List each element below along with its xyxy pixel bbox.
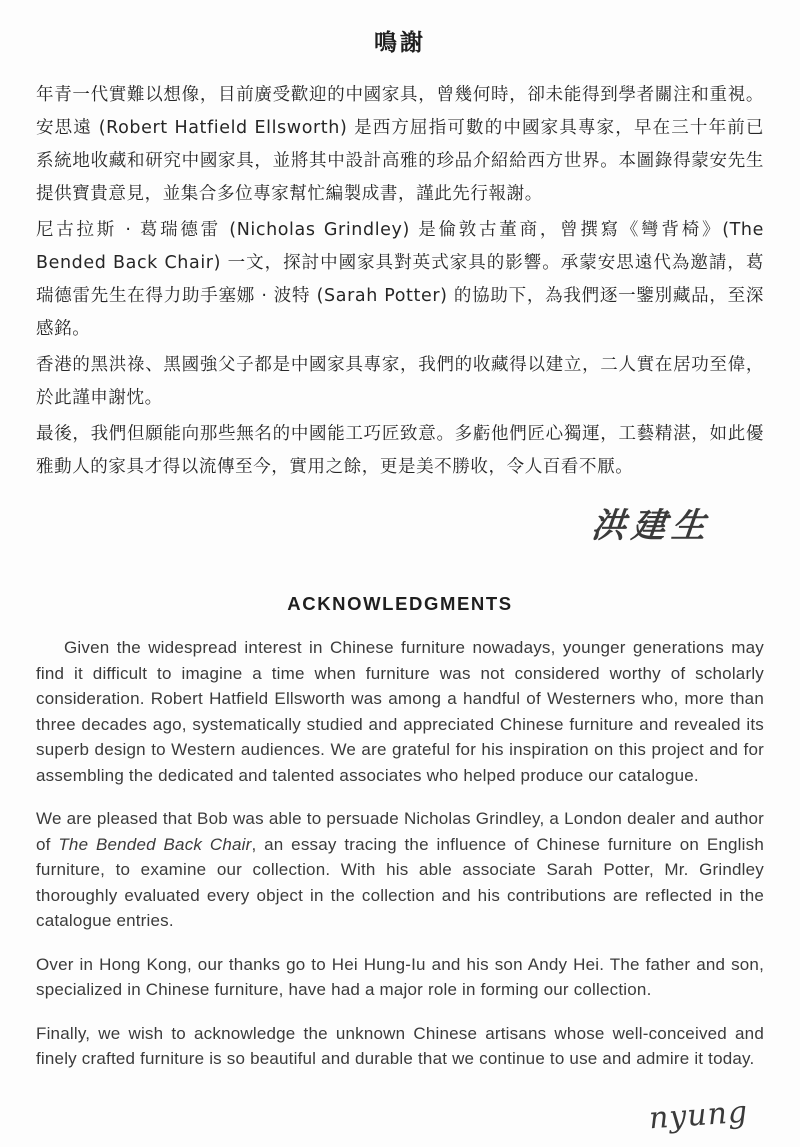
english-paragraph-2 [36, 806, 764, 934]
english-paragraph-3: Over in Hong Kong, our thanks go to Hei Hung-Iu and his son Andy Hei. The father and son, specialized in Chinese furniture, have had a major role in forming our collection. [36, 954, 764, 999]
english-paragraph-2-after: , an essay tracing the influence of Chinese furniture on English furniture, to examine our collection. With his able associate Sarah Potter, Mr. Grindley thoroughly evaluated every object in the collection and his contributions are reflected in the catalogue entries. [36, 834, 764, 930]
english-paragraph-4: Finally, we wish to acknowledge the unknown Chinese artisans whose well-conceived and finely crafted furniture is so beautiful and durable that we continue to use and admire it today. [36, 1023, 764, 1068]
english-body [36, 635, 764, 1072]
book-title-italic: The Bended Back Chair [58, 834, 252, 854]
chinese-paragraph-1: 年青一代實難以想像，目前廣受歡迎的中國家具，曾幾何時，卻未能得到學者關注和重視。安思遠 (Robert Hatfield Ellsworth) 是西方屈指可數的中國家具專家，早在三十年前已系統地收藏和研究中國家具，並將其中設計高雅的珍品介紹給西方世界。本圖錄得蒙安先生提供寶貴意見，並集合多位專家幫忙編製成書，謹此先行報謝。 [36, 85, 764, 204]
english-signature: nyung [647, 1094, 750, 1137]
chinese-signature: 洪建生 [589, 506, 714, 546]
english-page-title: ACKNOWLEDGMENTS [287, 593, 513, 614]
chinese-page-title: 鳴謝 [374, 30, 426, 56]
english-paragraph-1: Given the widespread interest in Chinese furniture nowadays, younger generations may find it difficult to imagine a time when furniture was not considered worthy of scholarly consideration. Robert Hatfield Ellsworth was among a handful of Westerners who, more than three decades ago, systematically studied and appreciated Chinese furniture and revealed its superb design to Western audiences. We are grateful for his inspiration on this project and for assembling the dedicated and talented associates who helped produce our catalogue. [36, 638, 764, 785]
chinese-paragraph-4: 最後，我們但願能向那些無名的中國能工巧匠致意。多虧他們匠心獨運，工藝精湛，如此優雅動人的家具才得以流傳至今，實用之餘，更是美不勝收，令人百看不厭。 [36, 424, 764, 477]
chinese-paragraph-3: 香港的黑洪祿、黑國強父子都是中國家具專家，我們的收藏得以建立，二人實在居功至偉，於此謹申謝忱。 [36, 355, 764, 408]
english-paragraph-2-before: We are pleased that Bob was able to persuade Nicholas Grindley, a London dealer and author of [36, 809, 764, 854]
chinese-paragraph-2: 尼古拉斯 · 葛瑞德雷 (Nicholas Grindley) 是倫敦古董商，曾撰寫《彎背椅》(The Bended Back Chair) 一文，探討中國家具對英式家具的影響。承蒙安思遠代為邀請，葛瑞德雷先生在得力助手塞娜 · 波特 (Sarah Potter) 的協助下，為我們逐一鑒別藏品，至深感銘。 [36, 220, 764, 339]
chinese-body [36, 79, 764, 484]
